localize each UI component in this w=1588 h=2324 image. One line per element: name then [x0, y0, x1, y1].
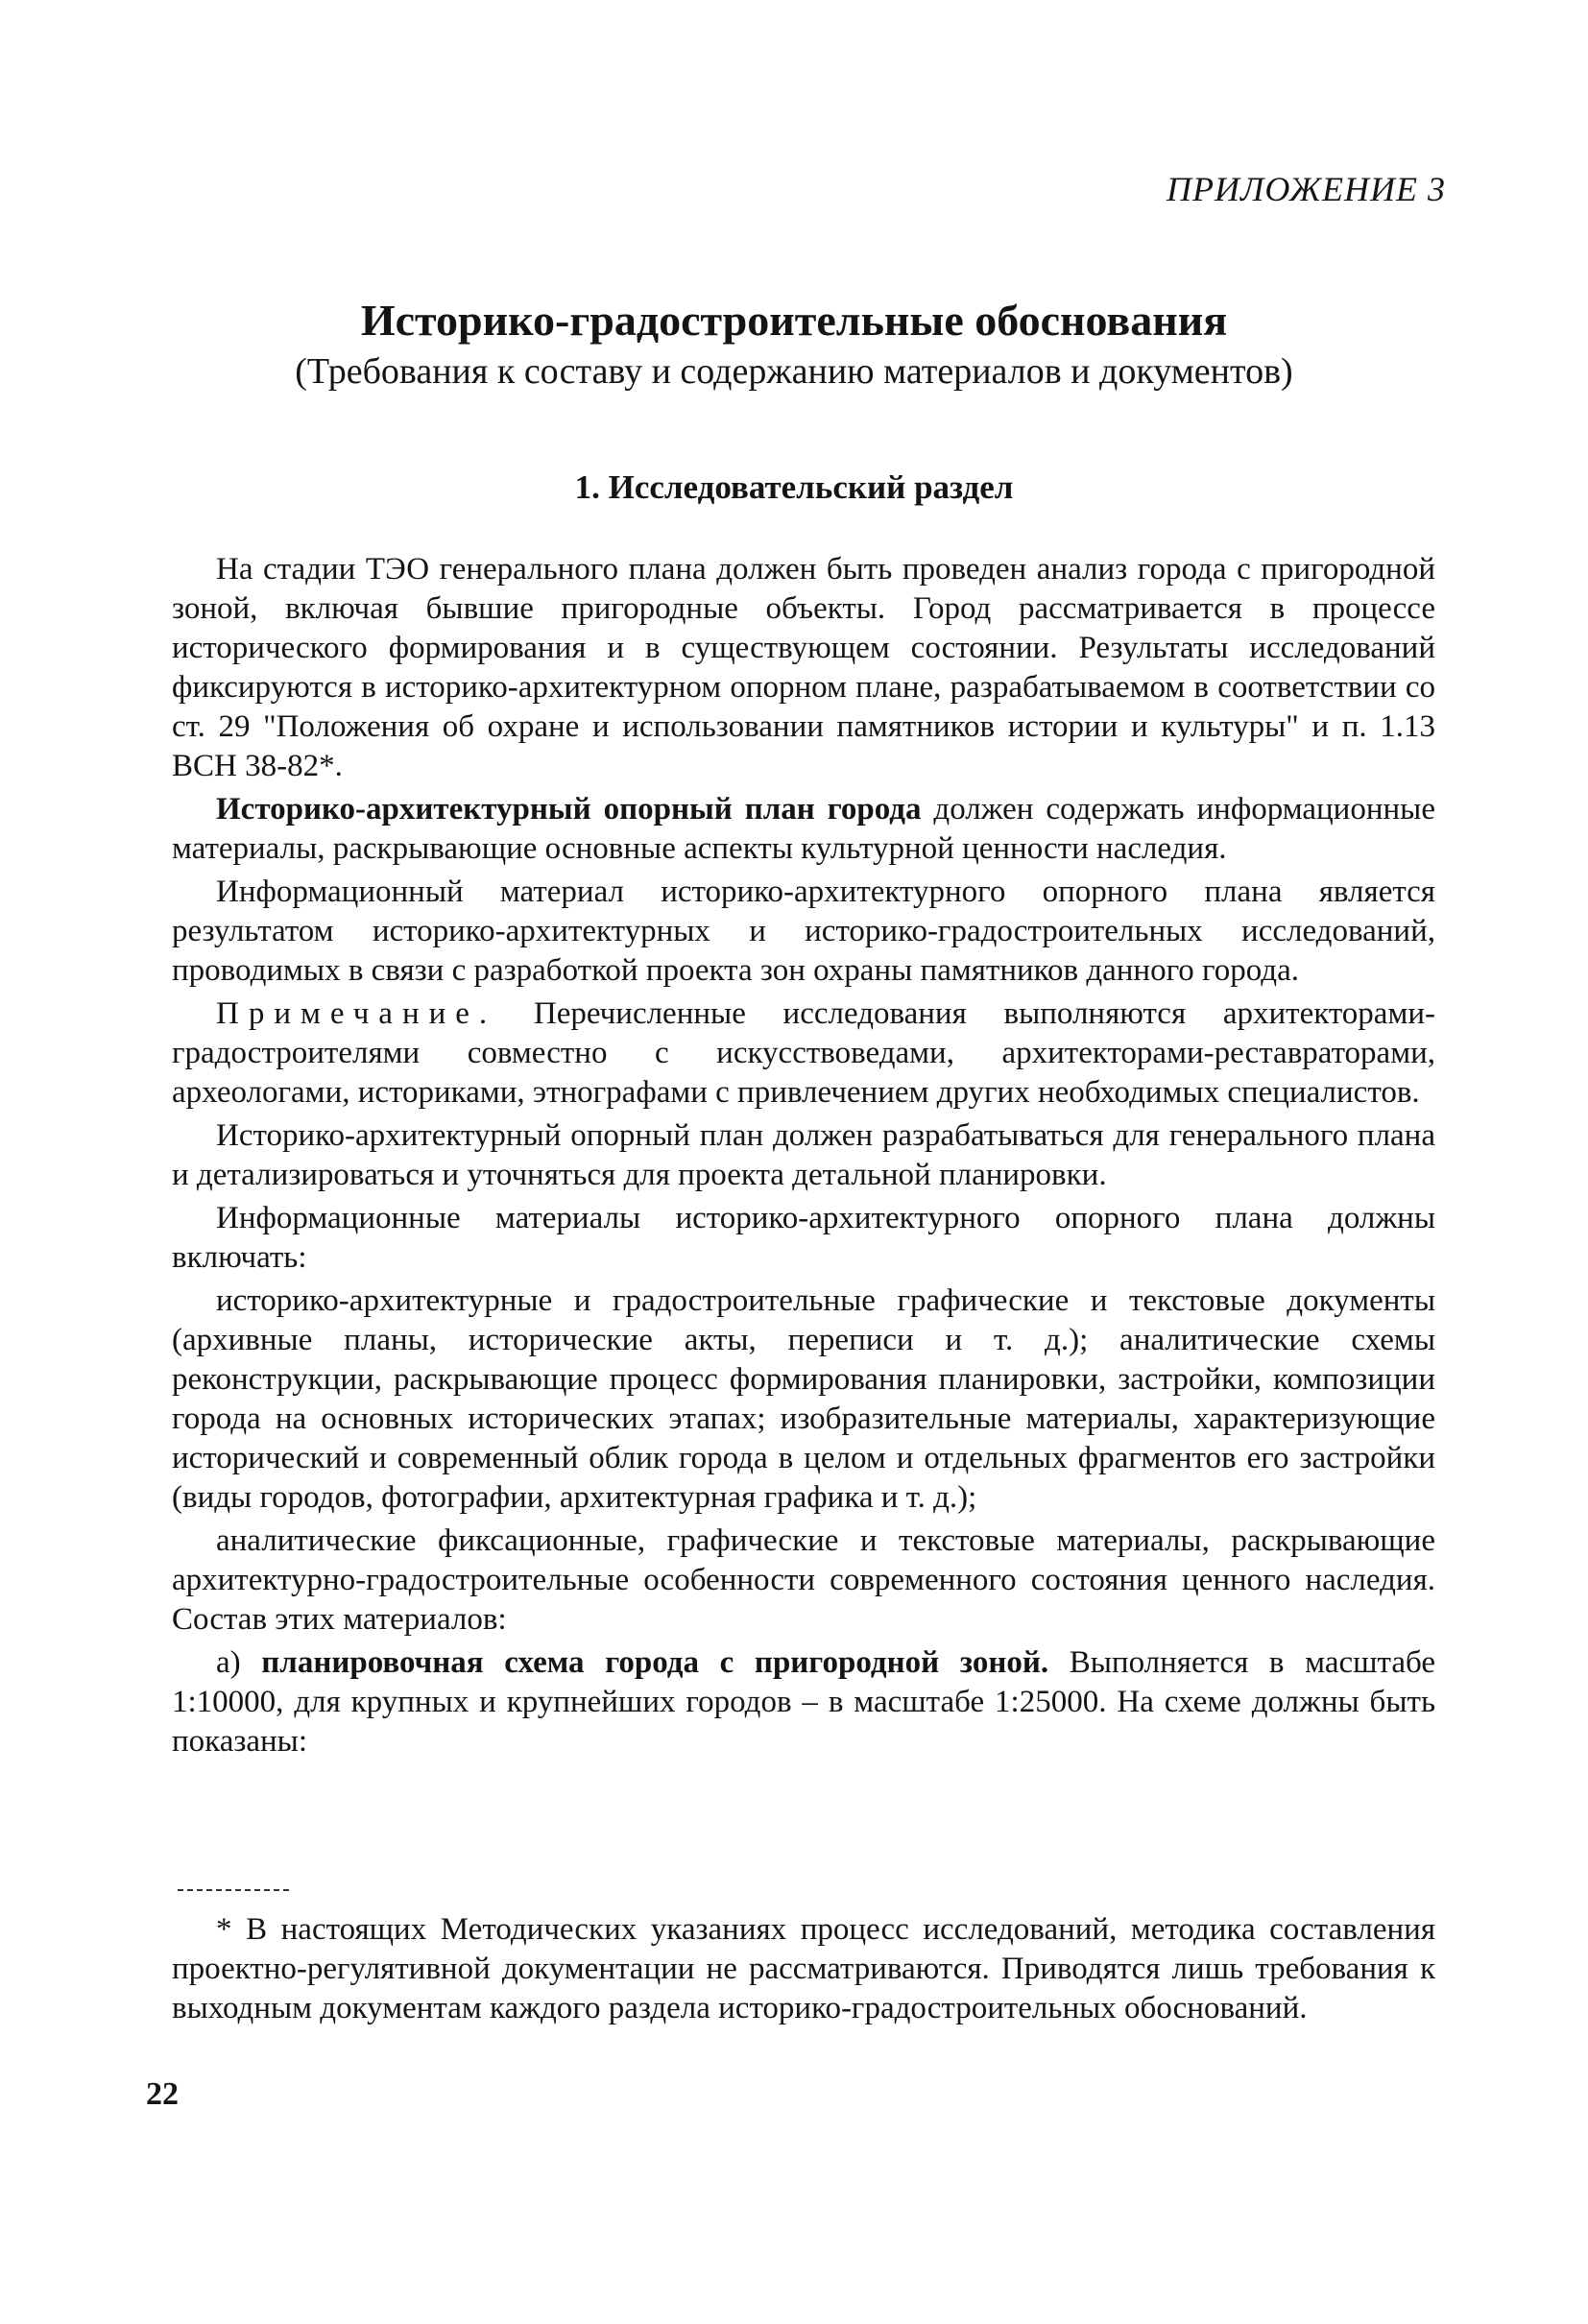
paragraph-5: Историко-архитектурный опорный план должен разрабатываться для генерального плана и детализироваться и уточняться для проекта детальной планировки. — [172, 1118, 1435, 1192]
section-heading: 1. Исследовательский раздел — [574, 468, 1014, 506]
footnote — [172, 1910, 1435, 2028]
footnote-text: * В настоящих Методических указаниях процесс исследований, методика составления проектно-регулятивной документации не рассматриваются. Приводятся лишь требования к выходным документам каждого раздела историко-градостроительных обоснований. — [172, 1912, 1435, 2025]
page-number: 22 — [146, 2076, 179, 2112]
paragraph-9 — [172, 1643, 1435, 1761]
note-label: Примечание. — [216, 996, 497, 1031]
paragraph-4 — [172, 994, 1435, 1113]
appendix-label: ПРИЛОЖЕНИЕ 3 — [1167, 170, 1446, 208]
document-title: Историко-градостроительные обоснования — [360, 296, 1228, 345]
paragraph-8: аналитические фиксационные, графические и текстовые материалы, раскрывающие архитектурно-градостроительные особенности современного состояния ценного наследия. Состав этих материалов: — [172, 1523, 1435, 1637]
document-subtitle: (Требования к составу и содержанию материалов и документов) — [295, 351, 1293, 392]
paragraph-1: На стадии ТЭО генерального плана должен быть проведен анализ города с пригородной зоной, включая бывшие пригородные объекты. Город рассматривается в процессе исторического формирования и в существующем состоянии. Результаты исследований фиксируются в историко-архитектурном опорном плане, разрабатываемом в соответствии со ст. 29 "Положения об охране и использовании памятников истории и культуры" и п. 1.13 ВСН 38-82*. — [172, 552, 1435, 783]
paragraph-2-text: должен содержать информационные материалы, раскрывающие основные аспекты культурной ценности наследия. — [172, 792, 1435, 866]
paragraph-2-term: Историко-архитектурный опорный план города — [216, 792, 922, 827]
paragraph-3: Информационный материал историко-архитектурного опорного плана является результатом историко-архитектурных и историко-градостроительных исследований, проводимых в связи с разработкой проекта зон охраны памятников данного города. — [172, 874, 1435, 988]
paragraph-6: Информационные материалы историко-архитектурного опорного плана должны включать: — [172, 1201, 1435, 1275]
title-block — [144, 294, 1444, 395]
body-text — [172, 550, 1435, 1765]
note-text: Перечисленные исследования выполняются архитекторами-градостроителями совместно с искусствоведами, архитекторами-реставраторами, археологами, историками, этнографами с привлечением других необходимых специалистов. — [172, 996, 1435, 1110]
paragraph-9-term: планировочная схема города с пригородной зоной. — [261, 1645, 1049, 1680]
list-marker: а) — [216, 1645, 262, 1680]
paragraph-9-text: Выполняется в масштабе 1:10000, для крупных и крупнейших городов – в масштабе 1:25000. На схеме должны быть показаны: — [172, 1645, 1435, 1759]
paragraph-2 — [172, 790, 1435, 869]
footnote-divider — [178, 1889, 289, 1891]
paragraph-7: историко-архитектурные и градостроительные графические и текстовые документы (архивные планы, исторические акты, переписи и т. д.); аналитические схемы реконструкции, раскрывающие процесс формирования планировки, застройки, композиции города на основных исторических этапах; изобразительные материалы, характеризующие исторический и современный облик города в целом и отдельных фрагментов его застройки (виды городов, фотографии, архитектурная графика и т. д.); — [172, 1283, 1435, 1515]
